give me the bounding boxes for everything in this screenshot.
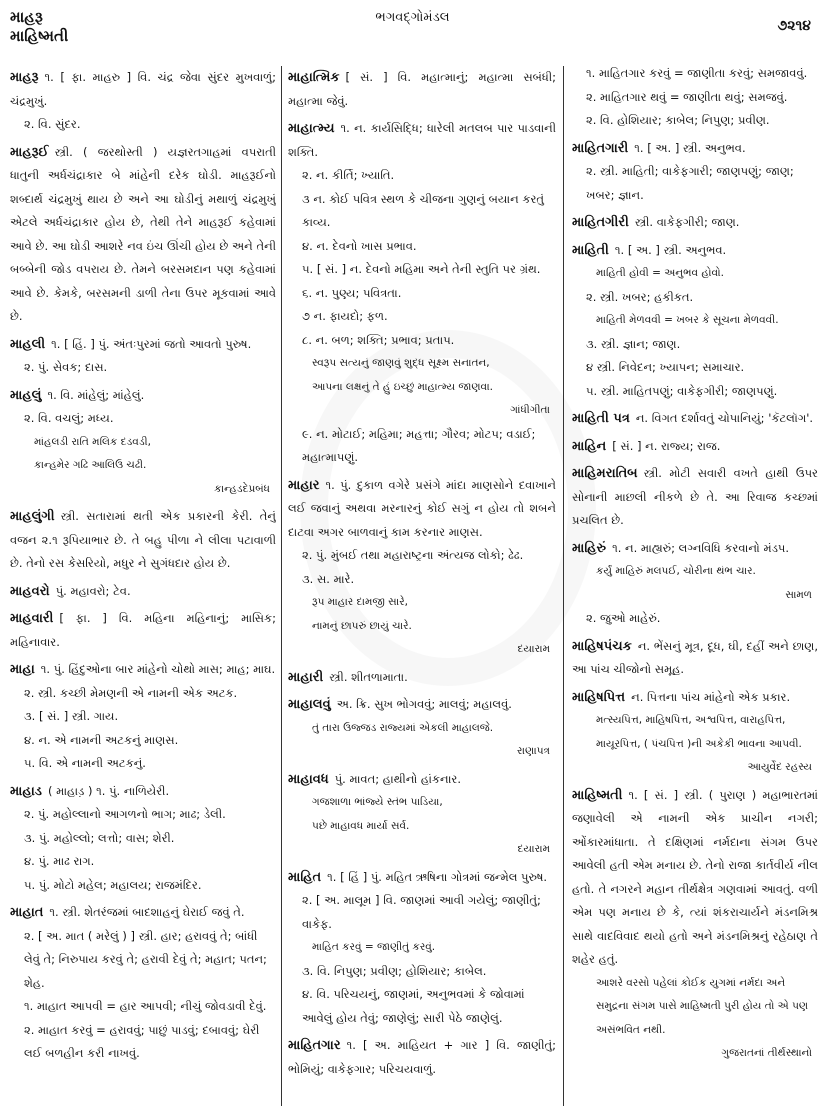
citation-source: કાન્હડદેપ્રબંધ <box>214 482 270 495</box>
page-header <box>0 0 825 62</box>
guide-word-first: માહરૂ <box>10 8 43 26</box>
sub-sense: ૨. [ અ. માલૂમ ] વિ. જાણમાં આવી ગયેલું; જાણીતું; વાકેફ. <box>302 893 541 931</box>
dictionary-entry <box>572 635 818 682</box>
citation-source: રાણાપત્ર <box>516 745 550 757</box>
sub-sense: ૨. ન. કીર્તિ; ખ્યાતિ. <box>302 168 395 182</box>
headword: માહિષપિત્ત <box>572 689 626 705</box>
headword: માહિતી પત્ર <box>572 411 630 426</box>
citation-quote: માહિતી હોવી = અનુભવ હોવો. <box>596 267 725 279</box>
headword: માહિતગારી <box>572 140 629 156</box>
headword: માહાત્મિક <box>288 70 340 85</box>
headword: માહિરું <box>572 540 607 556</box>
definition: ન. પિત્તના પાંચ માંહેનો એક પ્રકાર. <box>631 689 791 704</box>
headword: માહવરો <box>10 583 50 599</box>
sub-sense: ૨. વિ. હોશિયાર; કાબેલ; નિપુણ; પ્રવીણ. <box>586 113 770 127</box>
definition: સ્ત્રી. વાકેફગીરી; જાણ. <box>634 215 740 229</box>
citation-quote: માંહલડી રાતિ મલિક દડવડી, <box>34 435 151 448</box>
citation-quote: સ્વરૂપ સત્યનું જાણવું શુદ્ધ સૂક્ષ્મ સનાતન, <box>312 357 490 369</box>
citation-quote: રૂપ માહાર દામજી સારે, <box>312 596 409 608</box>
citation-quote: આપના લક્ષનું તે હું ઇચ્છું માહાત્મ્ય જાણવા. <box>312 380 494 393</box>
definition: [ ફા. ] વિ. મહિના મહિનાનું; માસિક; મહિનાવાર. <box>10 611 276 649</box>
dictionary-entry <box>572 239 818 263</box>
definition: સ્ત્રી. ( જરથોસ્તી ) યજ્ઞરતગાહમાં વપરાતી ધાતુની અર્ધચંદ્રાકાર બે માંહેની દરેક ઘોડી. માહરૂઈનો શબ્દાર્થ ચંદ્રમુખું થાય છે અને આ ઘોડીનું મથાળું ચંદ્રમુખું એટલે અર્ધચંદ્રાકાર હોય છે, તેથી તેને માહરૂઈ કહેવામાં આવે છે. આ ઘોડી આશરે નવ ઇંચ ઊંચી હોય છે અને તેની બબ્બેની જોડ વપરાય છે. તેમને બરસમદાન પણ કહેવામાં આવે છે. કેમકે, બરસમની ડાળી તેના ઉપર મૂકવામાં આવે છે. <box>10 144 276 323</box>
headword: માહાર <box>288 477 320 493</box>
column-divider <box>563 66 564 1106</box>
sub-sense: ૨. વિ. સુંદર. <box>24 117 81 131</box>
sub-sense: ૩ ન. કોઈ પવિત્ર સ્થળ કે ચીજના ગુણનું બયાન કરતું કાવ્ય. <box>302 191 545 229</box>
dictionary-entry <box>572 211 818 235</box>
sub-sense: ૪. વિ. પરિચયનું, જાણમાં, અનુભવમાં કે જોવામાં આવેલું હોય તેવું; જાણેલું; સારી પેઠે જાણેલું. <box>302 987 525 1025</box>
dictionary-entry <box>572 784 818 972</box>
sub-sense: ૨. સ્ત્રી. માહિતી; વાકેફગારી; જાણપણું; જાણ; ખબર; જ્ઞાન. <box>586 164 794 202</box>
headword: માહિન <box>572 438 607 454</box>
headword: માહવારી <box>10 611 54 626</box>
sub-sense: ૭ ન. ફાયદો; ફળ. <box>302 309 388 323</box>
sub-sense: ૪. પું. માઢ રાગ. <box>24 854 95 868</box>
definition: ૧. ન. માહ્યરું; લગ્નવિધિ કરવાનો મંડપ. <box>612 540 790 555</box>
citation-quote: પછે માહાવધ માર્યા સર્વ. <box>312 819 410 832</box>
dictionary-entry <box>10 384 276 408</box>
sub-sense: ૨. સ્ત્રી. ખબર; હકીકત. <box>586 289 694 304</box>
definition: ૧. [ હિં ] પું. મહિત ઋષિના ગોત્રમાં જન્મેલ પુરુષ. <box>327 869 548 884</box>
dictionary-entry <box>288 66 556 113</box>
definition: [ સં. ] ન. રાજ્ય; રાજ. <box>612 438 721 453</box>
headword: માહિતગાર <box>288 1038 341 1053</box>
definition: ૧. વિ. માંહેલું; માંહેલું. <box>47 387 145 402</box>
sub-sense: ૨. માહિતગાર થવું = જાણીતા થવું; સમજવું. <box>586 89 788 104</box>
sub-sense: ૨. પું. મુંબઈ તથા મહારાષ્ટ્રના અંત્યજ લોકો; ઢેઢ. <box>302 548 524 562</box>
definition: ૧. પું. દુકાળ વગેરે પ્રસંગે માંદા માણસોને દવાખાને લઈ જવાનું અથવા મરનારનું કોઈ સગું ન હોય તો શબને દાટવા અગર બાળવાનું કામ કરનાર માણસ. <box>288 477 556 539</box>
dictionary-entry <box>288 474 556 545</box>
sub-sense: ૬. ન. પુણ્ય; પવિત્રતા. <box>302 285 402 300</box>
definition: ન. ભેંસનું મૂત્ર, દૂધ, ઘી, દહીં અને છાણ, આ પાંચ ચીજોનો સમૂહ. <box>572 638 818 676</box>
guide-word-last: માહિષ્મતી <box>10 27 69 45</box>
citation-quote: માહિતી મેળવવી = ખબર કે સૂચના મેળવવી. <box>596 314 779 326</box>
citation-source: ગાંધીગીતા <box>510 404 550 416</box>
page-number: ૭૨૧૪ <box>777 18 811 34</box>
sub-sense: ૩. પું. મહોલ્લો; લત્તો; વાસ; શેરી. <box>24 830 175 845</box>
definition: અ. ક્રિ. સુખ ભોગવવું; માલવું; મહાલવું. <box>336 697 512 711</box>
definition: ૧. [ અ. માહિયત + ગાર ] વિ. જાણીતું; ભોમિયું; વાકેફગાર; પરિચયવાળું. <box>288 1038 556 1076</box>
definition: સ્ત્રી. મોટી સવારી વખતે હાથી ઉપર સોનાની માછલી નીકળે છે તે. આ રિવાજ કચ્છમાં પ્રચલિત છે. <box>572 466 818 527</box>
headword: માહિમરાતિબ <box>572 466 638 481</box>
citation-source: સામળ <box>785 588 812 601</box>
column-1 <box>10 62 276 1112</box>
dictionary-entry <box>572 462 818 533</box>
definition: ( માહાડ઼ ) ૧. પું. નાળિયેરી. <box>47 783 170 798</box>
definition: પું. માવત; હાથીનો હાંકનાર. <box>334 771 462 786</box>
citation-source: આયુર્વેદ રહસ્ય <box>747 761 812 773</box>
citation-quote: કાન્હમેર ગઢિ આલિઉ ચઢી. <box>34 459 147 471</box>
dictionary-entry <box>10 505 276 576</box>
definition: ન. વિગત દર્શાવતું ચોપાનિયું; 'કૅટલૉગ'. <box>635 411 814 425</box>
headword: માહિત <box>288 869 322 885</box>
sub-sense: ૪. ન. દેવનો ખાસ પ્રભાવ. <box>302 238 417 253</box>
dictionary-entry <box>288 693 556 717</box>
definition: ૧. [ અ. ] સ્ત્રી. અનુભવ. <box>634 140 746 155</box>
definition: ૧. [ સં. ] સ્ત્રી. ( પુરાણ ) મહાભારતમાં જણાવેલી એ નામની એક પ્રાચીન નગરી; ઓંકારમાંધાતા. તે દક્ષિણમાં નર્મદાના સંગમ ઉપર આવેલી હતી એમ મનાય છે. તેનો રાજા કાર્તવીર્ય નીલ હતો. તે નગરને મહાન તીર્થક્ષેત્ર ગણવામાં આવતું. વળી એમ પણ મનાય છે કે, ત્યાં શંકરાચાર્યને મંડનમિશ્ર સાથે વાદવિવાદ થયો હતો અને મંડનમિશ્રનું રહેઠાણ તે શહેર હતું. <box>572 787 818 966</box>
citation-source: દયારામ <box>517 843 550 855</box>
headword: માહરૂ <box>10 70 39 85</box>
sub-sense: ૩. સ. મારે. <box>302 571 355 586</box>
dictionary-entry <box>288 768 556 792</box>
citation-quote: તું તારા ઉજ્જડ રાજ્યમાં એકલી માહાલજે. <box>312 721 494 734</box>
definition: ૧. [ ફા. માહરુ ] વિ. ચંદ્ર જેવા સુંદર મુખવાળું; ચંદ્રમુખું. <box>10 70 276 108</box>
dictionary-entry <box>10 658 276 682</box>
sub-sense: ૨. પું. મહોલ્લાનો આગળનો ભાગ; માઢ; ડેલી. <box>24 807 226 821</box>
headword: માહાડ <box>10 783 42 799</box>
column-2 <box>288 62 556 1112</box>
column-divider <box>281 66 282 1106</box>
column-3 <box>572 62 818 1112</box>
dictionary-entry <box>10 141 276 329</box>
citation-quote: મત્સ્યપિત્ત, માહિષપિત્ત, અશ્વપિત્ત, વારાહપિત્ત, માયૂરપિત્ત, ( પંચપિત્ત )ની અકેકી ભાવના આપવી. <box>596 714 802 750</box>
definition: ૧. સ્ત્રી. શેતરંજમાં બાદશાહનું ઘેરાઈ જવું તે. <box>49 905 245 919</box>
definition: [ સં. ] વિ. મહાત્માનું; મહાત્મા સબંધી; મહાત્મા જેવું. <box>288 70 556 108</box>
citation-source: ગુજરાતનાં તીર્થસ્થાનો <box>721 1047 812 1059</box>
dictionary-entry <box>10 780 276 804</box>
dictionary-entry <box>572 686 818 710</box>
sub-sense: ૨. [ અ. માત ( મરેલું ) ] સ્ત્રી. હાર; હરાવવું તે; બાંધી લેવું તે; નિરુપાય કરવું તે; હરાવી દેવું તે; મહાત; પતન; શેહ. <box>24 928 267 990</box>
dictionary-entry <box>288 666 556 690</box>
sub-sense: ૯. ન. મોટાઈ; મહિમા; મહત્તા; ગૌરવ; મોટપ; વડાઈ; મહાત્માપણું. <box>302 426 536 464</box>
definition: ૧. ન. કાર્યસિદ્ધિ; ધારેલી મતલબ પાર પાડવાની શક્તિ. <box>288 121 556 159</box>
dictionary-entry <box>10 901 276 925</box>
headword: માહાત્મ્ય <box>288 121 335 136</box>
citation-quote: માહિત કરવું = જાણીતું કરવું. <box>312 941 436 953</box>
dictionary-entry <box>288 866 556 890</box>
definition: ૧. [ હિં. ] પું. અંતઃપુરમાં જતો આવતો પુરુષ. <box>51 336 252 351</box>
dictionary-entry <box>572 537 818 561</box>
sub-sense: ૧. માહિતગાર કરવું = જાણીતા કરવું; સમજાવવું. <box>586 66 808 80</box>
headword: માહિતી <box>572 242 609 258</box>
definition: સ્ત્રી. શીતળામાતા. <box>329 669 408 684</box>
dictionary-entry <box>572 137 818 161</box>
dictionary-entry <box>572 435 818 459</box>
sub-sense: ૫. પું. મોટો મહેલ; મહાલય; રાજમંદિર. <box>24 877 202 892</box>
sub-sense: ૧. માહાત આપવી = હાર આપવી; નીચું જોવડાવી દેવું. <box>24 999 267 1013</box>
citation-quote: કર્યું માહિરું મલપઈ, ચોરીના થંભ ચાર. <box>596 565 756 577</box>
dictionary-entry <box>10 580 276 604</box>
dictionary-entry <box>572 407 818 431</box>
running-title: ભગવદ્ગોમંડલ <box>375 10 450 25</box>
headword: માહા <box>10 662 35 677</box>
definition: સ્ત્રી. સતારામાં થતી એક પ્રકારની કેરી. તેનું વજન ૨.૧ રૂપિયાભાર છે. તે બહુ પીળા ને લીલા પટાવાળી છે. તેનો રસ કેસરિયો, મધુર ને સુગંધદાર હોય છે. <box>10 509 276 570</box>
citation-source: દયારામ <box>517 643 550 655</box>
headword: માહિષપંચક <box>572 638 632 654</box>
sub-sense: ૨. માહાત કરવું = હરાવવું; પાછું પાડવું; દબાવવું; ઘેરી લઈ બળહીન કરી નાખવું. <box>24 1022 260 1060</box>
dictionary-entry <box>10 333 276 357</box>
headword: માહાવધ <box>288 771 329 787</box>
citation-quote: આશરે વરસો પહેલાં કોઈક યુગમાં નર્મદા અને સમુદ્રના સંગમ પાસે માહિષ્મતી પુરી હોય તો એ પણ અસંભવિત નથી. <box>596 976 809 1036</box>
definition: ૧. પું. હિંદુઓના બાર માંહેનો ચોથો માસ; માહ; માઘ. <box>40 662 276 676</box>
dictionary-entry <box>10 607 276 654</box>
headword: માહિતગીરી <box>572 215 629 230</box>
dictionary-entry <box>288 117 556 164</box>
headword: માહારી <box>288 669 324 685</box>
headword: માહાલવું <box>288 697 331 712</box>
sub-sense: ૩. સ્ત્રી. જ્ઞાન; જાણ. <box>586 336 681 351</box>
definition: પું. મહાવરો; ટેવ. <box>55 583 131 598</box>
definition: ૧. [ અ. ] સ્ત્રી. અનુભવ. <box>614 242 727 257</box>
sub-sense: ૮. ન. બળ; શક્તિ; પ્રભાવ; પ્રતાપ. <box>302 332 455 347</box>
sub-sense: ૫. સ્ત્રી. માહિતપણું; વાકેફગીરી; જાણપણું. <box>586 383 778 398</box>
sub-sense: ૪. ન. એ નામની અટકનું માણસ. <box>24 732 179 747</box>
dictionary-entry <box>288 1034 556 1081</box>
sub-sense: ૫. વિ. એ નામની અટકનું. <box>24 756 146 770</box>
sub-sense: ૨. પું. સેવક; દાસ. <box>24 360 108 374</box>
sub-sense: ૪ સ્ત્રી. નિવેદન; ખ્યાપન; સમાચાર. <box>586 360 745 374</box>
sub-sense: ૩. [ સં. ] સ્ત્રી. ગાય. <box>24 709 119 723</box>
headword: માહલી <box>10 336 46 352</box>
headword: માહાત <box>10 905 44 920</box>
sub-sense: ૫. [ સં. ] ન. દેવનો મહિમા અને તેની સ્તુતિ પર ગ્રંથ. <box>302 262 541 276</box>
sub-sense: ૨. જુઓ માહેરું. <box>586 611 661 625</box>
headword: માહિષ્મતી <box>572 787 623 803</box>
sub-sense: ૨. વિ. વચલું; મધ્ય. <box>24 411 114 425</box>
citation-quote: નામનું છાપરું છાયું ચારે. <box>312 619 412 632</box>
sub-sense: ૨. સ્ત્રી. કચ્છી મેમણની એ નામની એક અટક. <box>24 685 238 700</box>
headword: માહલું <box>10 387 42 403</box>
headword: માહરૂઈ <box>10 144 49 160</box>
sub-sense: ૩. વિ. નિપુણ; પ્રવીણ; હોશિયાર; કાબેલ. <box>302 963 487 978</box>
citation-quote: ગજશાળા ભાંજ્યે સ્તંભ પાડિયા, <box>312 796 443 808</box>
headword: માહલુંગી <box>10 509 55 524</box>
dictionary-entry <box>10 66 276 113</box>
